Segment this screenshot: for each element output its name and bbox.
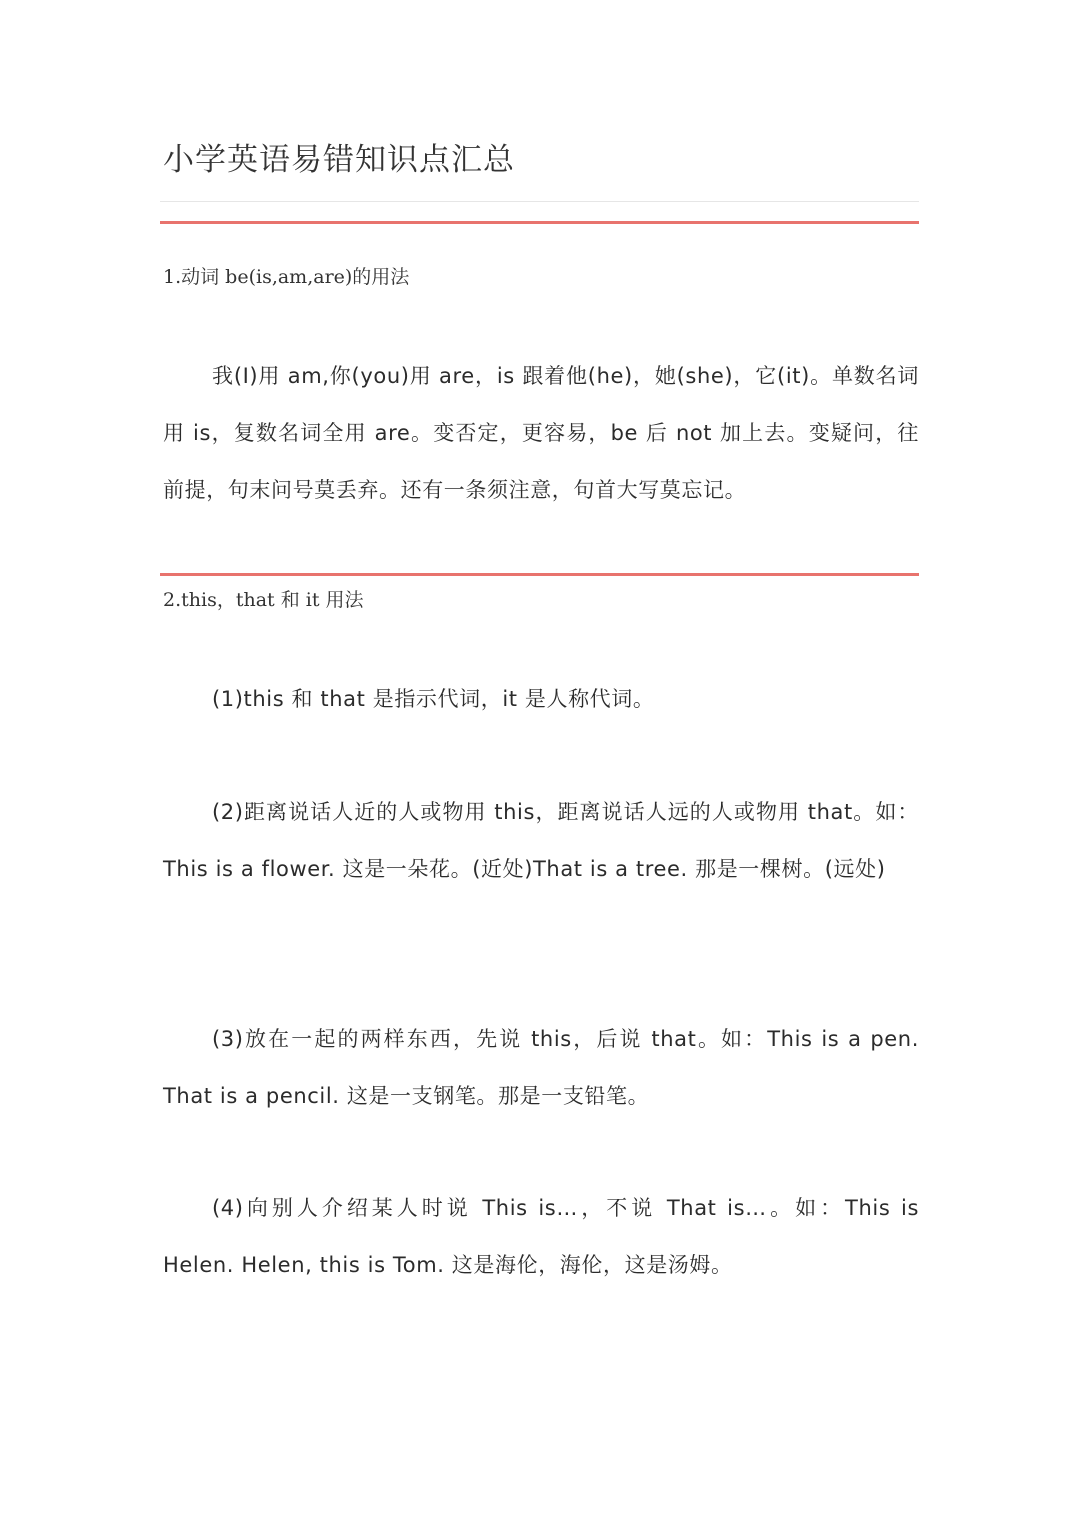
section-2-paragraph-3: (3)放在一起的两样东西，先说 this，后说 that。如：This is a pen. That is a pencil. 这是一支钢笔。那是一支铅笔。 (163, 1027, 919, 1108)
section-2-paragraph-4: (4)向别人介绍某人时说 This is…，不说 That is…。如：This is Helen. Helen, this is Tom. 这是海伦，海伦，这是汤姆。 (163, 1196, 919, 1277)
section-2-paragraph-2: (2)距离说话人近的人或物用 this，距离说话人远的人或物用 that。如： This is a flower. 这是一朵花。(近处)That is a tree. 那是一棵树。(远处) (163, 800, 919, 881)
section-1-heading: 1.动词 be(is,am,are)的用法 (163, 266, 410, 288)
document-title: 小学英语易错知识点汇总 (163, 142, 515, 178)
section-2-divider (160, 573, 919, 576)
section-2-paragraph-1: (1)this 和 that 是指示代词，it 是人称代词。 (212, 687, 655, 711)
title-divider (160, 201, 919, 202)
section-2-heading: 2.this，that 和 it 用法 (163, 589, 364, 611)
section-1-divider (160, 221, 919, 224)
section-1-paragraph-1: 我(I)用 am,你(you)用 are，is 跟着他(he)，她(she)，它(it)。单数名词用 is，复数名词全用 are。变否定，更容易，be 后 not 加上去。变疑问，往前提，句末问号莫丢弃。还有一条须注意，句首大写莫忘记。 (163, 364, 919, 502)
